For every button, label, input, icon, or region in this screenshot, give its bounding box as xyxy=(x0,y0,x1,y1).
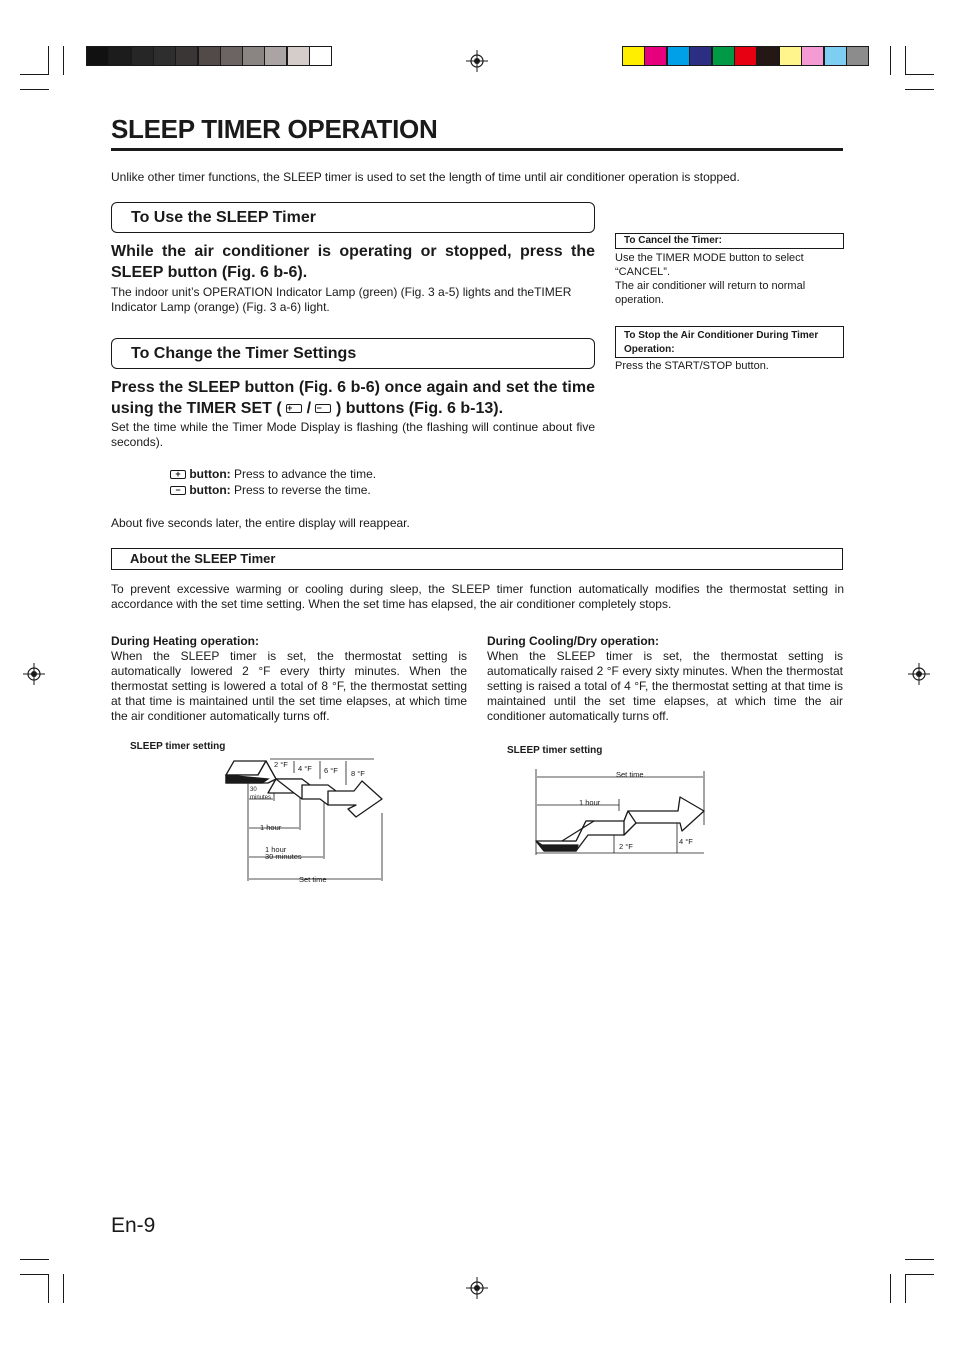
stop-during-timer-title: To Stop the Air Conditioner During Timer Operation: xyxy=(615,326,844,358)
gray-swatch xyxy=(175,46,198,66)
cooling-diagram-title: SLEEP timer setting xyxy=(507,745,603,756)
plus-button-icon: + xyxy=(170,470,186,479)
stop-during-timer-text: Press the START/STOP button. xyxy=(615,360,769,372)
heating-diagram-title: SLEEP timer setting xyxy=(130,741,226,752)
minus-button-icon: − xyxy=(170,486,186,495)
plus-button-label: button: xyxy=(189,467,231,481)
heating-sleep-timer-diagram xyxy=(222,755,392,887)
registration-target-icon xyxy=(23,663,45,685)
gray-swatch xyxy=(242,46,265,66)
cooling-label-1hour: 1 hour xyxy=(579,798,601,807)
heating-label-6f: 6 °F xyxy=(324,766,338,775)
color-swatch xyxy=(779,46,802,66)
color-swatch xyxy=(756,46,779,66)
cooling-label-settime: Set time xyxy=(616,770,644,779)
color-swatch xyxy=(689,46,712,66)
gray-swatch xyxy=(108,46,131,66)
color-swatch xyxy=(734,46,757,66)
gray-swatch xyxy=(287,46,310,66)
change-instruction-part2: ) buttons (Fig. 6 b-13). xyxy=(335,400,504,417)
registration-target-icon xyxy=(466,50,488,72)
minus-button-icon: − xyxy=(315,404,331,413)
heating-label-4f: 4 °F xyxy=(298,764,312,773)
heating-label-settime: Set time xyxy=(299,875,327,884)
about-text: To prevent excessive warming or cooling during sleep, the SLEEP timer function automatically modifies the thermostat setting in accordance with the set time setting. When the set time has elapsed, the air conditioner completely stops. xyxy=(111,582,844,611)
minus-button-desc: Press to reverse the time. xyxy=(234,483,371,497)
registration-target-icon xyxy=(908,663,930,685)
color-swatch xyxy=(667,46,690,66)
heating-label-30: 30 xyxy=(250,787,257,793)
plus-button-desc: Press to advance the time. xyxy=(234,467,377,481)
gray-swatch xyxy=(153,46,176,66)
cooling-sleep-timer-diagram xyxy=(532,765,712,860)
title-rule xyxy=(111,148,843,151)
gray-swatch xyxy=(198,46,221,66)
gray-swatch xyxy=(264,46,287,66)
after-note: About five seconds later, the entire display will reappear. xyxy=(111,516,410,530)
use-instruction: While the air conditioner is operating or stopped, press the SLEEP button (Fig. 6 b-6). xyxy=(111,243,595,281)
gray-swatch xyxy=(309,46,332,66)
about-sleep-timer-heading: About the SLEEP Timer xyxy=(111,548,843,570)
heating-label-1hour: 1 hour xyxy=(260,823,282,832)
gray-swatch xyxy=(131,46,154,66)
heating-text: When the SLEEP timer is set, the thermostat setting is automatically lowered 2 °F every thirty minutes. When the thermostat setting is lowered a total of 8 °F, the thermostat setting at that time is maintained until the set time elapses, at which time the air conditioner automatically turns off. xyxy=(111,649,467,723)
heating-label-1hour30-a: 1 hour xyxy=(265,845,287,854)
plus-button-row xyxy=(170,467,376,482)
cancel-timer-text: Use the TIMER MODE button to select “CANCEL”. The air conditioner will return to normal operation. xyxy=(615,252,806,306)
registration-target-icon xyxy=(466,1277,488,1299)
color-swatch xyxy=(622,46,645,66)
use-note: The indoor unit’s OPERATION Indicator Lamp (green) (Fig. 3 a-5) lights and theTIMER Indicator Lamp (orange) (Fig. 3 a-6) light. xyxy=(111,285,572,314)
minus-button-row xyxy=(170,483,371,498)
color-swatch xyxy=(801,46,824,66)
gray-swatch xyxy=(220,46,243,66)
use-sleep-timer-heading: To Use the SLEEP Timer xyxy=(111,202,595,233)
heating-heading: During Heating operation: xyxy=(111,634,259,648)
minus-button-label: button: xyxy=(189,483,231,497)
page-title: SLEEP TIMER OPERATION xyxy=(111,114,438,144)
change-instruction-part1: Press the SLEEP button (Fig. 6 b-6) once again and set the time using the TIMER SET ( xyxy=(111,379,595,417)
cancel-timer-title: To Cancel the Timer: xyxy=(615,233,844,249)
heating-label-8f: 8 °F xyxy=(351,769,365,778)
color-swatch xyxy=(712,46,735,66)
change-note: Set the time while the Timer Mode Display is flashing (the flashing will continue about five seconds). xyxy=(111,420,595,449)
cooling-text: When the SLEEP timer is set, the thermostat setting is automatically raised 2 °F every sixty minutes. When the thermostat setting is raised a total of 4 °F, the thermostat setting at that time is maintained until the set time elapses, at which time the air conditioner automatically turns off. xyxy=(487,649,843,723)
instruction-separator: / xyxy=(306,400,312,417)
heating-label-minutes: minutes xyxy=(250,795,272,801)
change-timer-heading: To Change the Timer Settings xyxy=(111,338,595,369)
gray-swatch xyxy=(86,46,109,66)
intro-text: Unlike other timer functions, the SLEEP timer is used to set the length of time until air conditioner operation is stopped. xyxy=(111,170,740,184)
change-instruction xyxy=(111,377,595,419)
color-swatch xyxy=(824,46,847,66)
color-swatch xyxy=(846,46,869,66)
cooling-label-2f: 2 °F xyxy=(619,842,633,851)
cooling-label-4f: 4 °F xyxy=(679,837,693,846)
cooling-heading: During Cooling/Dry operation: xyxy=(487,634,659,648)
color-swatch xyxy=(644,46,667,66)
plus-button-icon: + xyxy=(286,404,302,413)
heating-label-2f: 2 °F xyxy=(274,760,288,769)
heating-label-1hour30-b: 30 minutes xyxy=(265,852,302,861)
page-number: En-9 xyxy=(111,1214,156,1237)
